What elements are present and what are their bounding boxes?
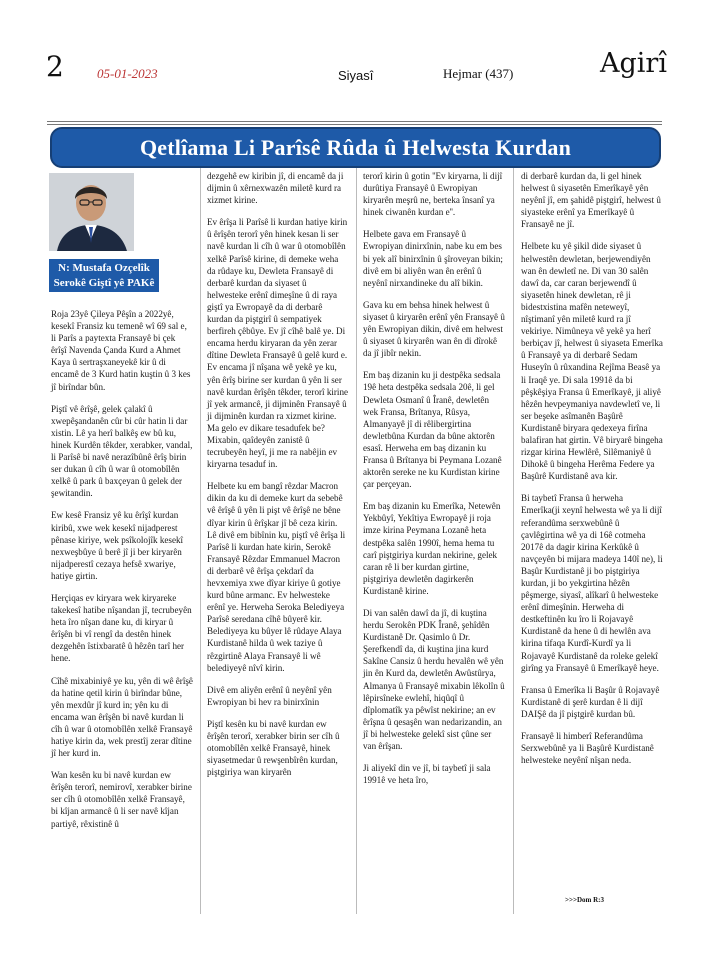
author-name: N: Mustafa Ozçelîk <box>58 262 150 274</box>
column-divider <box>513 168 514 914</box>
article-column-4 <box>521 170 663 776</box>
paragraph: Cîhê mixabiniyê ye ku, yên di wê êrîşê da hatine qetil kirin û birîndar bûne, yên mexdûr jî kurd in; yên ku di encama wan êrîşên bi navê kurdan li cîh û war û otomobîlên xelkê Fransayê hatiye kirin da, wek prestîj zerar dîtine jî her kurd in. <box>51 675 193 759</box>
issue-date: 05-01-2023 <box>97 66 158 81</box>
paragraph: Roja 23yê Çileya Pêşîn a 2022yê, kesekî Fransiz ku temenê wî 69 sal e, li Parîs a paytexta Fransayê bi çek êrîşî Navenda Çanda Kurd a Ahmet Kaya û sertraşxaneyekê kir û di encamê de 3 Kurd hatin kuştin û 3 kes jî birîndar bûn. <box>51 309 191 392</box>
headline: Qetlîama Li Parîsê Rûda û Helwesta Kurdan <box>139 134 572 160</box>
author-portrait-icon <box>49 173 134 251</box>
author-title: Serokê Giştî yê PAKê <box>53 277 155 289</box>
paragraph: Ew kesê Fransiz yê ku êrîşî kurdan kiribû, xwe wek kesekî nijadperest pênase kiriye, wek psîkolojîk kesekî nexweşbûye û berê jî ji ber kiryarên nijadperestî cezaya hefsê xwariye, hatiye girtin. <box>51 510 184 581</box>
paragraph: di derbarê kurdan da, li gel hinek helwest û siyasetên Emerîkayê yên neyênî jî, em şahidê piştgirî, helwest û siyasteke erênî ya Emerîkayê û Fransayê ne jî. <box>521 171 661 230</box>
paragraph: Em baş dizanin ku ji destpêka sedsala 19ê heta destpêka sedsala 20ê, li gel Dewleta Osmanî û Îranê, dewletên wek Fransa, Brîtanya, Rûsya, Almanyayê jî di rêlibergirtina dewletbûna Kurdan da bûne aktorên esasî. Herweha em baş dizanin ku Fransa û Brîtanya bi Peymana Lozanê aktorên sereke ne ku Kurdistan kirine çar perçeyan. <box>363 370 502 490</box>
author-box <box>49 259 159 292</box>
paragraph: Piştî kesên ku bi navê kurdan ew êrîşên terorî, xerabker birin ser cîh û otomobîlên xelkê Fransayê, hinek siyasetmedar û rewşenbîrên kurdan, piştgiriya wan kiryarên <box>207 718 340 778</box>
paragraph: Fransayê li himberî Referandûma Serxwebûnê ya li Başûrê Kurdistanê helwesteke neyênî nîşan neda. <box>521 731 654 766</box>
page-header <box>0 0 713 110</box>
paragraph: Wan kesên ku bi navê kurdan ew êrîşên terorî, nemirovî, xerabker birine ser cîh û otomobîlên xelkê Fransayê, bi kîjan armancê û li ser navê kîjan partiyê, rêxistinê û <box>51 770 192 829</box>
article-column-1 <box>51 308 193 840</box>
author-photo <box>49 173 134 251</box>
article-column-2 <box>207 170 349 788</box>
paragraph: Di van salên dawî da jî, di kuştina herdu Serokên PDK Îranê, şehîdên Kurdistanê Dr. Qasimlo û Dr. Şerefkendî da, di kuştina jina kurd Sakîne Cansiz û herdu hevalên wê yên jin ên Kurd da, dewletên Awûstûrya, Almanya û Fransayê mixabin lêkolîn û lêpirsîneke ewlehî, hiqûqî û dîplomatîk ya pêwîst nekirine; an ev êrîşna û qesaşên wan nedarizandin, an jî bi helwesteke gelekî sist çûne ser van êrîşan. <box>363 608 505 752</box>
headline-banner <box>50 127 661 168</box>
paragraph: Herçiqas ev kiryara wek kiryareke takekesî hatibe nîşandan jî, tecrubeyên heta îro nîşan dane ku, di kiryar û êrîşên bi vî rengî da destên hinek dezgehên îstixbaratê û hêzên tarî her hene. <box>51 592 192 664</box>
paragraph: Ev êrîşa li Parîsê li kurdan hatiye kirin û êrîşên terorî yên hinek kesan li ser navê kurdan li cîh û war û otomobîlên xelkê Parîsê kirine, di demeke weha da rûdaye ku, Dewleta Fransayê di derbarê kurdan da siyaset û helwesteke erênî dimeşîne û di raya giştî ya Ewropayê da di derbarê kurdan da piştgirî û sempatiyek berfireh çêbûye. Ev jî cîhê balê ye. Di encama herdu kiryaran da yên zerar dîtine Dewleta Fransayê û gelê kurd e. Ev encama jî nîşana wê yekê ye ku, yên êrîş birine ser kurdan û yên li ser navê kurdan êrîşên têkder, terorî kirine jî yek armancê, ji dijminên Fransayê û ji dijminên kurdan ra xizmet kirine. Ma gelo ev dikare tesadufek be? Mixabin, qaîdeyên zanistê û tecrubeyên heyî, ji me ra nabêjin ev kiryarna tesaduf in. <box>207 217 349 470</box>
paragraph: Em baş dizanin ku Emerîka, Netewên Yekbûyî, Yekîtiya Ewropayê ji roja imze kirina Peymana Lozanê heta destpêka salên 1990î, hema hema tu carî piştgiriya kurdan nekirine, gelek caran rê li ber kurdan girtine, piştgiriya dewletên dagirkerên Kurdistanê kirine. <box>363 501 501 596</box>
column-divider <box>356 168 357 914</box>
column-divider <box>200 168 201 914</box>
paragraph: Ji aliyekî din ve jî, bi taybetî ji sala 1991ê ve heta îro, <box>363 763 491 786</box>
section-label: Siyasî <box>338 68 374 83</box>
page-number: 2 <box>46 50 64 83</box>
paragraph: Fransa û Emerîka li Başûr û Rojavayê Kurdistanê di şerê kurdan ê li dijî DAIŞê da jî piştgirê kurdan bû. <box>521 684 660 719</box>
continued-on-page-label: >>>Dom R:3 <box>565 896 604 904</box>
header-divider <box>47 121 662 122</box>
paragraph: Bi taybetî Fransa û herweha Emerîka(ji xeynî helwesta wê ya li dijî referandûma serxwebûnê û çavlêgirtina wê ya di 16ê cotmeha 2017ê da dagir kirina Kerkûkê û navçeyên bi mijara madeya 140î ne), li Başûr Kurdistanê ji bo piştgiriya kurdan, ji bo yekgirtina hêzên pêşmerge, siyasî, alîkarî û helwesteke erênî dimeşînin. Herweha di destkeftinên ku îro li Rojavayê Kurdistanê da hene û di hewlên ava kirina tifaqa Kurdî-Kurdî ya li Rojavayê Kurdistanê da roleke gelekî girîng ya Fransayê û Emerîkayê heye. <box>521 493 663 673</box>
article-column-3 <box>363 170 505 796</box>
subheading: Divê em aliyên erênî û neyênî yên Ewropiyan bi hev ra binirxînin <box>207 684 332 707</box>
paragraph: dezgehê ew kiribin jî, di encamê da ji dijmin û xêrnexwazên miletê kurd ra xizmet kirine. <box>207 171 344 206</box>
paragraph: Helbete ku yê şikil dide siyaset û helwestên dewletan, berjewendiyên wan ên dewletî ne. Di van 30 salên dawî da, car caran berjewendî û siyasetên hinek dewletan, rê ji bidestxistina mafên neteweyî, nîştimanî yên miletê kurd ra jî vekiriye. Nimûneya vê yekê ya herî berbiçav jî, helwest û siyaseta Emerîka û Fransayê ya di derbarê Sedam Huseyîn û rûxandina Rejîma Beasê ya li Iraqê ye. Di sala 1991ê da bi pêşkêşiya Fransa û Emerîkayê, ji aliyê hêzên hevpeymaniya navdewletî ve, li ser beşeke asîmanên Başûrê Kurdistanê biryara qedexeya firîna balafiran hat girtin. Vê biryarê bingeha rizgar kirina Hewlêrê, Silêmaniyê û Dihokê û bingeha Herêma Federe ya Başûrê Kurdistanê ava kir. <box>521 241 663 482</box>
issue-number: Hejmar (437) <box>443 66 514 81</box>
paragraph: Helbete gava em Fransayê û Ewropiyan dinirxînin, nabe ku em bes bi yek alî binirxînin û şîroveyan bikin; divê em bi aliyên wan ên erênî û neyênî nirxandineke du alî bikin. <box>363 229 503 288</box>
header-divider-secondary <box>47 124 662 125</box>
paragraph: Piştî vê êrîşê, gelek çalakî û xwepêşandanên cûr bi cûr hatin li dar xistin. Lê ya herî balkêş ew bû ku, hinek Kurdên têkder, xerabker, vandal, li Parîsê bi navê nerazîbûnê êrîş birin ser dukan û cîh û war û otomobîlên xelkê û park û baxçeyan û gelek der şewitandin. <box>51 403 193 499</box>
paragraph: terorî kirin û gotin ''Ev kiryarna, li dijî durûtiya Fransayê û Ewropiyan kiryarên meşrû ne, berteka însanî ya hinek ciwanên kurdan e''. <box>363 171 503 218</box>
paragraph: Gava ku em behsa hinek helwest û siyaset û kiryarên erênî yên Fransayê û yên Ewropiyan dikin, divê em helwest û siyaset û kiryarên wan ên di dîrokê da jî jibîr nekin. <box>363 299 505 359</box>
paragraph: Helbete ku em bangî rêzdar Macron dikin da ku di demeke kurt da sebebê vê êrîşê û yên li pişt vê êrîşê ne bêne dîyar kirin û êrîşkar jî bê ceza kirin. Lê divê em bibînin ku, piştî vê êrîşa li Parîsê li kurdan hate kirin, Serokê Fransayê Rêzdar Emmanuel Macron di derbarê vê êrîşa çekdarî da hevxemiya xwe dîyar kiriye û gotiye kurd bûne armanc. Ev helwesteke erênî ye. Herweha Seroka Belediyeya Parîsê seredana cîhê bûyerê kir. Belediyeya ku bûyer lê rûdaye Alaya Kurdistanê hilda û wek taziye û rêzgirtinê Alaya Fransayê li wê belediyeyê nîvî kirin. <box>207 481 346 673</box>
newspaper-name: Agirî <box>600 48 667 79</box>
